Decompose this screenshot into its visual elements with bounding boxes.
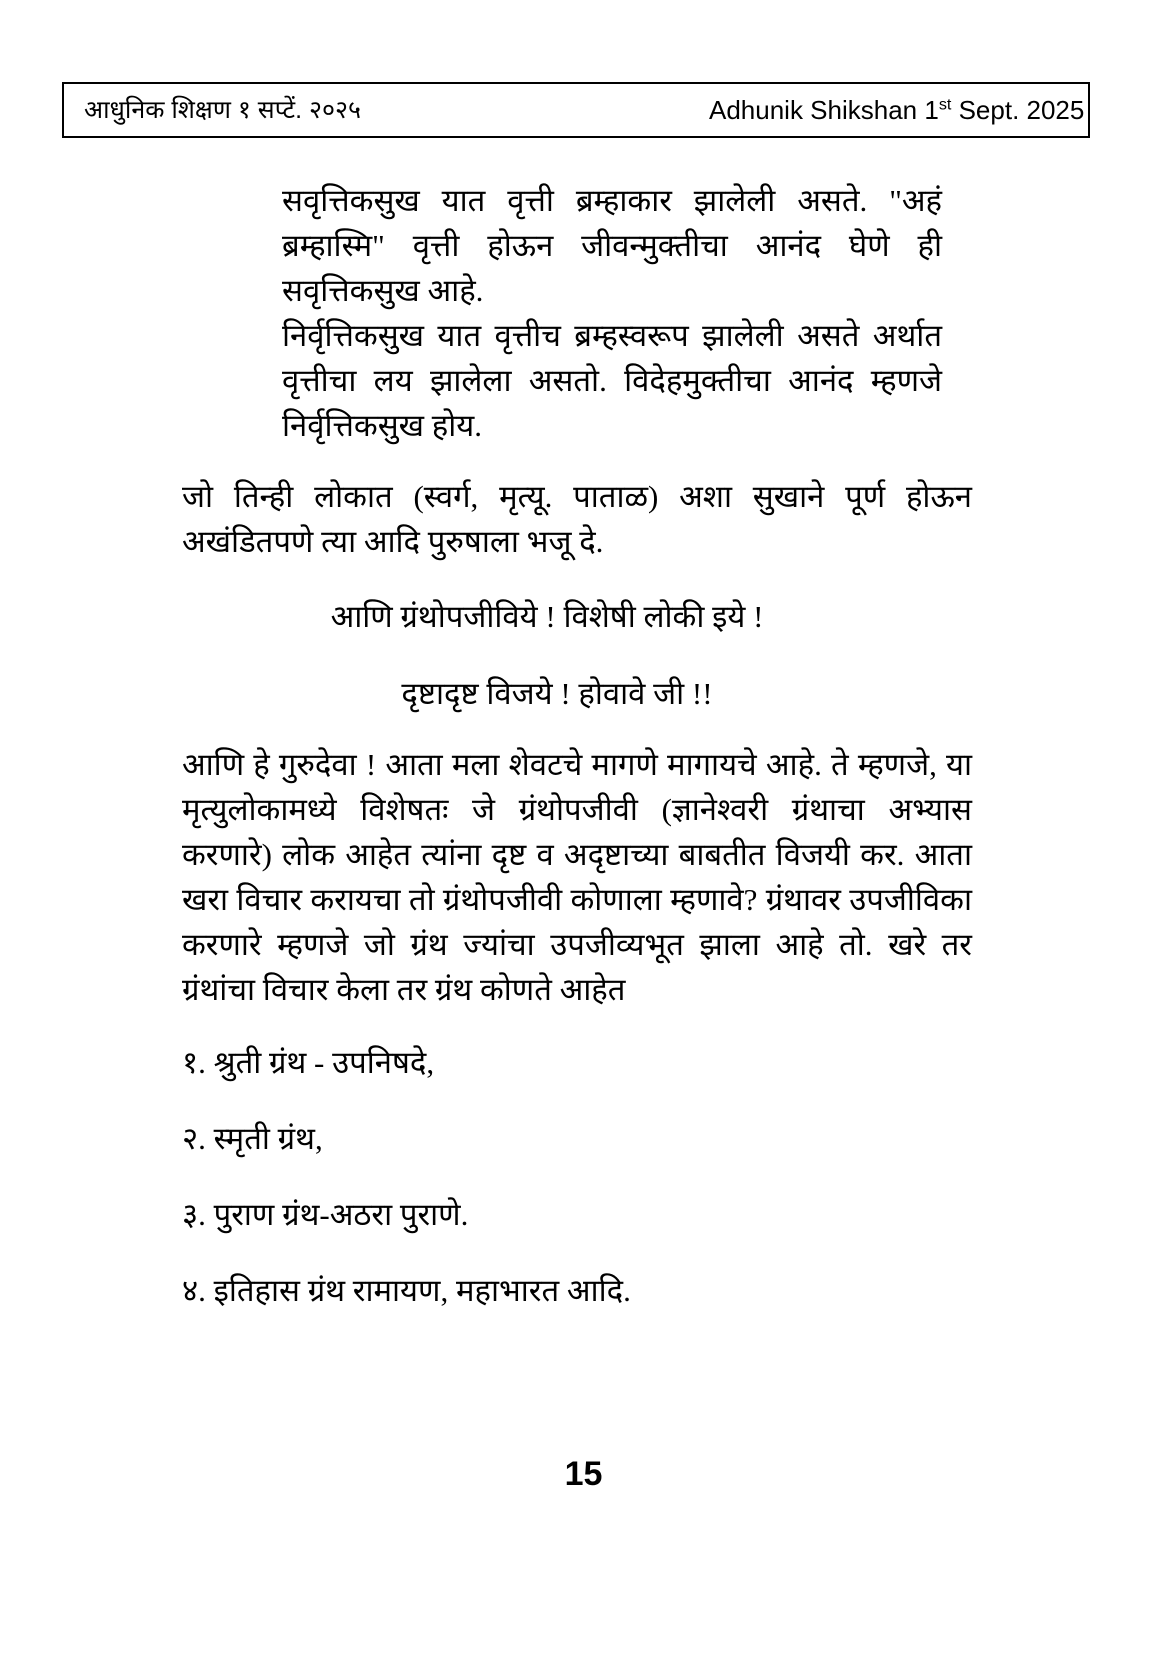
header-english-main: Adhunik Shikshan 1 [709,95,939,125]
page-number: 15 [564,1455,603,1493]
page-header [62,82,1090,138]
list-item-4: ४. इतिहास ग्रंथ रामायण, महाभारत आदि. [182,1273,631,1308]
document-body [182,178,972,1344]
paragraph-gurudeva: आणि हे गुरुदेवा ! आता मला शेवटचे मागणे मागायचे आहे. ते म्हणजे, या मृत्युलोकामध्ये विशेषतः जे ग्रंथोपजीवी (ज्ञानेश्वरी ग्रंथाचा अभ्यास करणारे) लोक आहेत त्यांना दृष्ट व अदृष्टाच्या बाबतीत विजयी कर. आता खरा विचार करायचा तो ग्रंथोपजीवी कोणाला म्हणावे? ग्रंथावर उपजीविका करणारे म्हणजे जो ग्रंथ ज्यांचा उपजीव्यभूत झाला आहे तो. खरे तर ग्रंथांचा विचार केला तर ग्रंथ कोणते आहेत [182,747,972,1007]
list-item-3: ३. पुराण ग्रंथ-अठरा पुराणे. [182,1197,469,1232]
paragraph-tinhi-lokat: जो तिन्ही लोकात (स्वर्ग, मृत्यू. पाताळ) अशा सुखाने पूर्ण होऊन अखंडितपणे त्या आदि पुरुषाला भजू दे. [182,479,972,559]
paragraph-nirvrittiksukh: निर्वृत्तिकसुख यात वृत्तीच ब्रम्हस्वरूप झालेली असते अर्थात वृत्तीचा लय झालेला असतो. विदेहमुक्तीचा आनंद म्हणजे निर्वृत्तिकसुख होय. [282,318,942,443]
verse-line-one: आणि ग्रंथोपजीविये ! विशेषी लोकी इये ! [330,599,764,634]
header-title-marathi: आधुनिक शिक्षण १ सप्टें. २०२५ [84,95,362,124]
paragraph-savrittiksukh: सवृत्तिकसुख यात वृत्ती ब्रम्हाकार झालेली असते. "अहं ब्रम्हास्मि" वृत्ती होऊन जीवन्मुक्तीचा आनंद घेणे ही सवृत्तिकसुख आहे. [282,183,942,308]
list-item-2: २. स्मृती ग्रंथ, [182,1121,323,1156]
header-english-ordinal: st [938,95,952,114]
header-english-tail: Sept. 2025 [951,95,1085,125]
list-item-1: १. श्रुती ग्रंथ - उपनिषदे, [182,1045,435,1080]
verse-line-two: दृष्टादृष्ट विजये ! होवावे जी !! [401,676,713,711]
header-title-english [709,97,1084,123]
